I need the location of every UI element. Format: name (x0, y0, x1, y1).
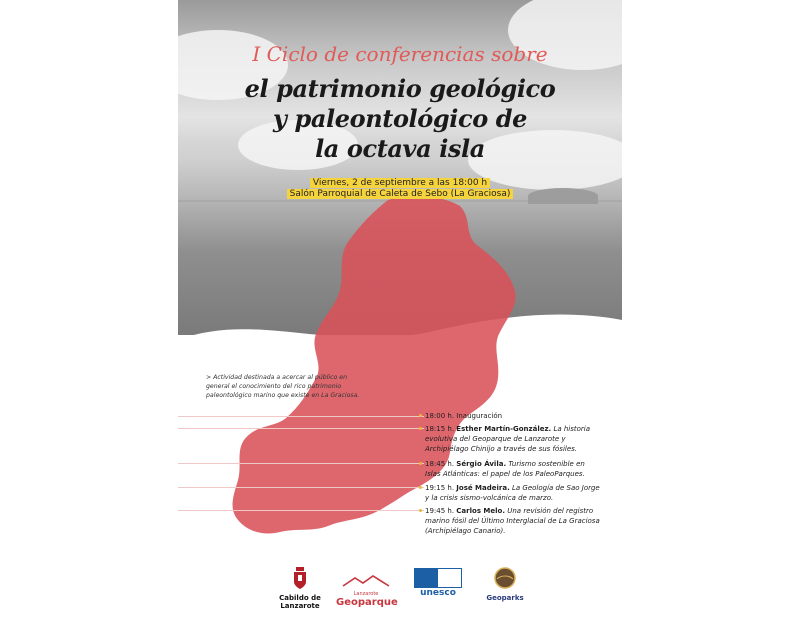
program-item (425, 483, 600, 503)
program-item (425, 459, 600, 479)
title-line-1: el patrimonio geológico (244, 74, 556, 103)
program-text: Turismo sostenible en Islas Atlánticas: el papel de los PaleoParques. (425, 460, 585, 478)
geoparque-text: Geoparque (336, 597, 398, 608)
program-speaker: Esther Martín-González. (456, 425, 552, 433)
program-time: 18:00 h. (425, 412, 455, 420)
venue-line: Salón Parroquial de Caleta de Sebo (La Graciosa) (178, 189, 622, 199)
globe-icon (438, 569, 461, 587)
cabildo-logo (274, 566, 326, 610)
event-poster (178, 0, 622, 628)
cabildo-text-1: Cabildo de (279, 594, 321, 602)
program-item (425, 424, 600, 454)
bullet-dot (419, 427, 422, 430)
program-rule (178, 428, 424, 429)
program-text: La historia evolutiva del Geoparque de Lanzarote y Archipiélago Chinijo a través de sus fósiles. (425, 425, 591, 453)
intro-text: > Actividad destinada a acercar al público en general el conocimiento del rico patrimonio paleontológico marino que existe en La Graciosa. (206, 374, 360, 399)
temple-icon (415, 569, 438, 587)
program-text: La Geología de Sao Jorge y la crisis sismo-volcánica de marzo. (425, 484, 600, 502)
program-rule (178, 487, 424, 488)
program-item (425, 411, 600, 421)
title-small: I Ciclo de conferencias sobre (252, 42, 548, 66)
globe-icon (493, 566, 517, 590)
program-speaker: Sérgio Ávila. (456, 460, 507, 468)
program-time: 19:15 h. (425, 484, 455, 492)
program-item (425, 506, 600, 536)
program-speaker: José Madeira. (456, 484, 510, 492)
unesco-emblem (414, 568, 462, 588)
cabildo-text-2: Lanzarote (280, 602, 320, 610)
program-speaker: Carlos Melo. (456, 507, 506, 515)
program-rule (178, 463, 424, 464)
geoparque-top-text: Lanzarote (353, 591, 379, 597)
geoparque-logo (336, 572, 396, 608)
program-time: 18:45 h. (425, 460, 455, 468)
bullet-dot (419, 509, 422, 512)
program-time: 18:15 h. (425, 425, 455, 433)
program-text: Una revisión del registro marino fósil del Último Interglacial de La Graciosa (Archipiélago Canario). (425, 507, 600, 535)
program-text: Inauguración (456, 412, 503, 420)
unesco-logo (414, 568, 462, 598)
date-line: Viernes, 2 de septiembre a las 18:00 h (178, 178, 622, 188)
program-time: 19:45 h. (425, 507, 455, 515)
program-rule (178, 510, 424, 511)
coat-of-arms-icon (291, 566, 309, 590)
mountain-icon (341, 575, 391, 587)
bullet-dot (419, 414, 422, 417)
program-rule (178, 416, 424, 417)
title-line-3: la octava isla (315, 134, 485, 163)
geoparks-text: Geoparks (486, 594, 524, 602)
bullet-dot (419, 462, 422, 465)
geoparks-logo (480, 566, 530, 602)
title-line-2: y paleontológico de (272, 104, 528, 133)
unesco-text: unesco (420, 588, 456, 598)
bullet-dot (419, 486, 422, 489)
